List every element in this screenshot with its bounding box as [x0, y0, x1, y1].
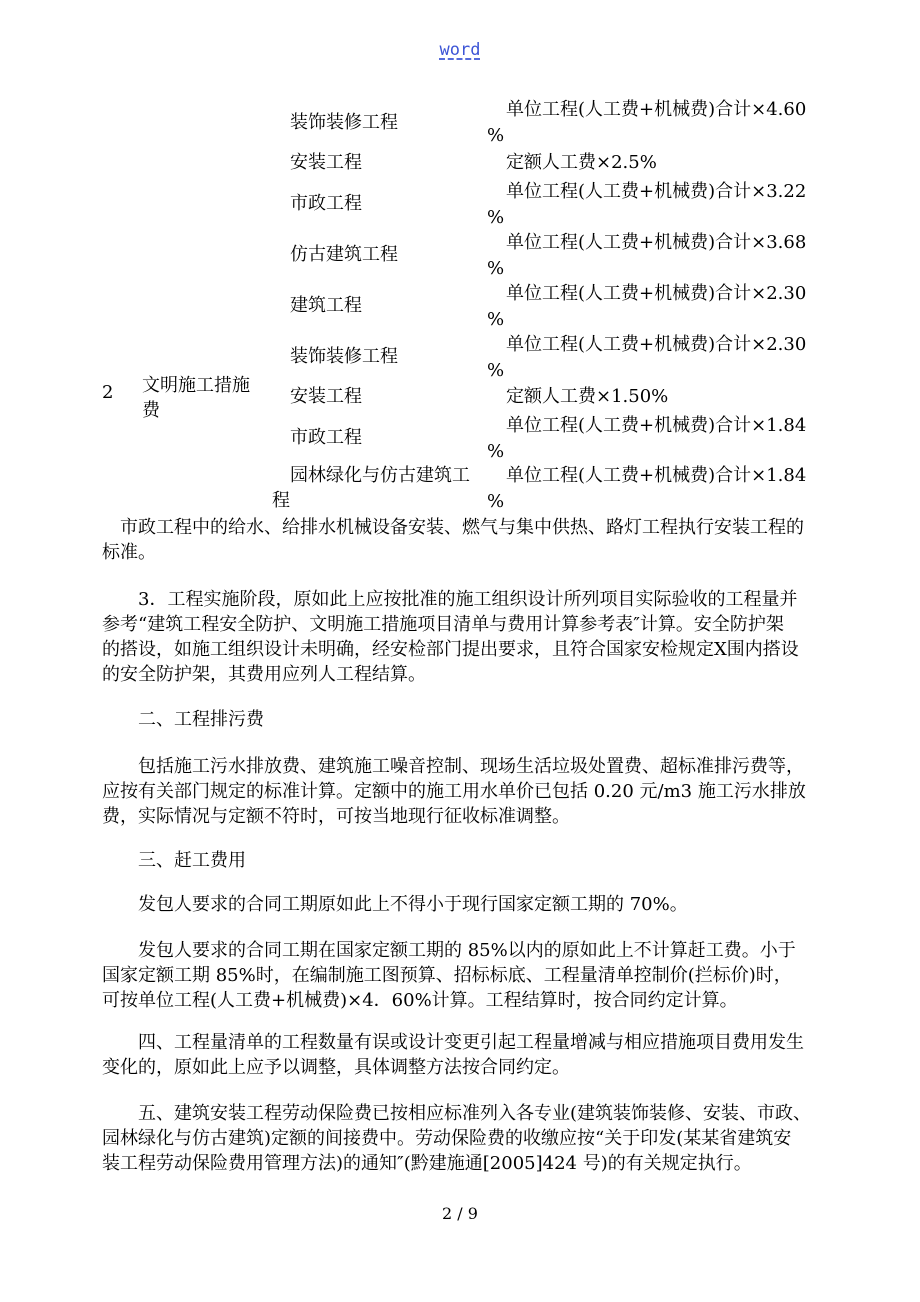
paragraph-municipal-note	[102, 515, 822, 565]
paragraph-pollution-fee	[102, 754, 822, 829]
paragraph-line: 的搭设，如施工组织设计未明确，经安检部门提出要求，且符合国家安检规定X围内搭设	[102, 639, 799, 660]
section-heading-rush-fee	[102, 848, 822, 873]
paragraph-line: 发包人要求的合同工期在国家定额工期的 85%以内的原如此上不计算赶工费。小于	[138, 940, 796, 961]
table-project-cell: 安装工程	[290, 152, 362, 173]
table-rate-cell: 单位工程(人工费+机械费)合计×4.60	[506, 99, 807, 120]
paragraph-line: 装工程劳动保险费用管理方法)的通知″(黔建施通[2005]424 号)的有关规定执行。	[102, 1153, 752, 1174]
table-rate-cell-cont: %	[487, 491, 505, 512]
table-project-cell-cont: 程	[272, 490, 290, 511]
paragraph-line: 五、建筑安装工程劳动保险费已按相应标准列入各专业(建筑装饰装修、安装、市政、	[138, 1103, 812, 1124]
paragraph-line: 费，实际情况与定额不符时，可按当地现行征收标准调整。	[102, 806, 570, 827]
table-project-cell: 建筑工程	[290, 295, 362, 316]
paragraph-line: 的安全防护架，其费用应列人工程结算。	[102, 664, 426, 685]
paragraph-line: 参考“建筑工程安全防护、文明施工措施项目清单与费用计算参考表″计算。安全防护架	[102, 614, 784, 635]
table-rate-cell: 定额人工费×1.50%	[506, 386, 669, 407]
table-rate-cell: 单位工程(人工费+机械费)合计×3.68	[506, 232, 807, 253]
table-rate-cell: 单位工程(人工费+机械费)合计×1.84	[506, 415, 807, 436]
table-row-number: 2	[102, 382, 114, 403]
paragraph-line: 发包人要求的合同工期原如此上不得小于现行国家定额工期的 70%。	[138, 894, 688, 915]
table-rate-cell: 单位工程(人工费+机械费)合计×2.30	[506, 334, 807, 355]
table-category-label-cont: 费	[142, 400, 160, 421]
table-project-cell: 园林绿化与仿古建筑工	[290, 465, 470, 486]
table-rate-cell: 单位工程(人工费+机械费)合计×2.30	[506, 283, 807, 304]
paragraph-quantity-adjustment	[102, 1030, 822, 1080]
heading-text: 二、工程排污费	[138, 709, 264, 730]
table-rate-cell: 单位工程(人工费+机械费)合计×1.84	[506, 465, 807, 486]
table-project-cell: 安装工程	[290, 386, 362, 407]
table-rate-cell: 定额人工费×2.5%	[506, 152, 657, 173]
table-project-cell: 装饰装修工程	[290, 346, 398, 367]
table-category-label: 文明施工措施	[142, 375, 250, 396]
table-rate-cell-cont: %	[487, 125, 505, 146]
paragraph-labor-insurance	[102, 1101, 822, 1176]
paragraph-contract-period	[102, 892, 822, 917]
paragraph-line: 市政工程中的给水、给排水机械设备安装、燃气与集中供热、路灯工程执行安装工程的	[120, 517, 804, 538]
table-project-cell: 装饰装修工程	[290, 112, 398, 133]
paragraph-line: 变化的，原如此上应予以调整，具体调整方法按合同约定。	[102, 1057, 570, 1078]
table-rate-cell-cont: %	[487, 441, 505, 462]
paragraph-line: 应按有关部门规定的标准计算。定额中的施工用水单价已包括 0.20 元/m3 施工污水排放	[102, 781, 806, 802]
table-project-cell: 市政工程	[290, 427, 362, 448]
table-project-cell: 仿古建筑工程	[290, 244, 398, 265]
paragraph-line: 可按单位工程(人工费+机械费)×4．60%计算。工程结算时，按合同约定计算。	[102, 990, 738, 1011]
table-rate-cell-cont: %	[487, 360, 505, 381]
table-rate-cell-cont: %	[487, 207, 505, 228]
header-word-link[interactable]: word	[439, 40, 481, 60]
heading-text: 三、赶工费用	[138, 850, 246, 871]
paragraph-line: 园林绿化与仿古建筑)定额的间接费中。劳动保险费的收缴应按“关于印发(某某省建筑安	[102, 1128, 792, 1149]
paragraph-line: 四、工程量清单的工程数量有误或设计变更引起工程量增减与相应措施项目费用发生	[138, 1032, 804, 1053]
table-rate-cell: 单位工程(人工费+机械费)合计×3.22	[506, 181, 807, 202]
paragraph-line: 3．工程实施阶段，原如此上应按批准的施工组织设计所列项目实际验收的工程量并	[138, 589, 798, 610]
paragraph-construction-phase	[102, 587, 822, 687]
table-rate-cell-cont: %	[487, 309, 505, 330]
paragraph-rush-fee-calc	[102, 938, 822, 1013]
page-number: 2 / 9	[442, 1204, 478, 1223]
table-project-cell: 市政工程	[290, 193, 362, 214]
paragraph-line: 包括施工污水排放费、建筑施工噪音控制、现场生活垃圾处置费、超标准排污费等，	[138, 756, 804, 777]
table-rate-cell-cont: %	[487, 258, 505, 279]
paragraph-line: 国家定额工期 85%时，在编制施工图预算、招标标底、工程量清单控制价(拦标价)时，	[102, 965, 792, 986]
paragraph-line: 标准。	[102, 542, 156, 563]
section-heading-pollution-fee	[102, 707, 822, 732]
